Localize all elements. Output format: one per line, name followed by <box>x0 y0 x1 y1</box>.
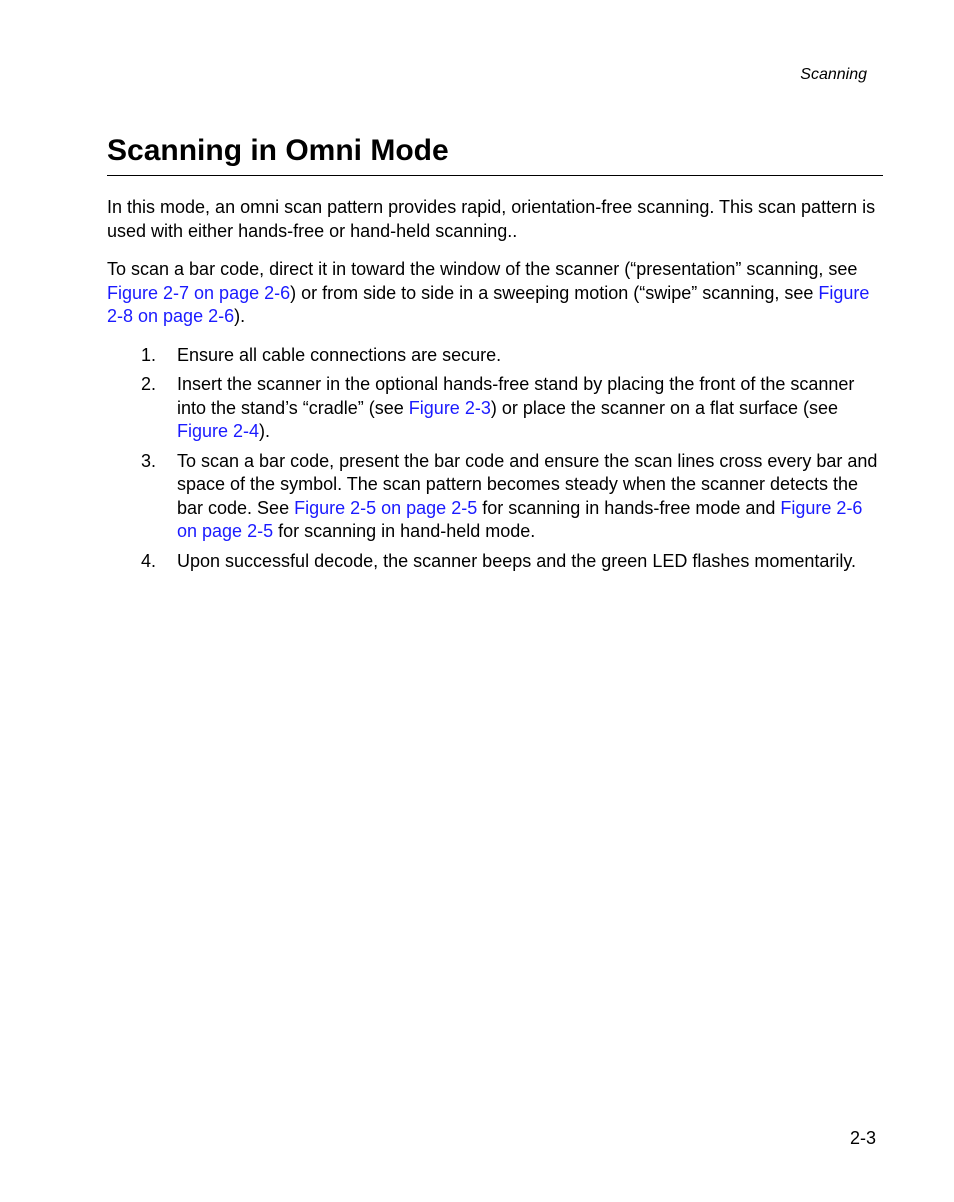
figure-2-5-link[interactable]: Figure 2-5 on page 2-5 <box>294 497 478 518</box>
figure-2-6-link[interactable]: Figure 2-6 on page 2-5 <box>177 497 863 541</box>
step-text: Upon successful decode, the scanner beeps and the green LED flashes momentarily. <box>177 550 857 571</box>
list-item <box>107 344 883 368</box>
step-text: for scanning in hands-free mode and <box>477 497 781 518</box>
list-item <box>107 450 883 544</box>
step-number: 4. <box>141 550 157 571</box>
step-text: ). <box>259 421 271 441</box>
paragraph-text: To scan a bar code, direct it in toward the window of the scanner (“presentation” scanning, see <box>107 259 858 279</box>
step-text: Insert the scanner in the optional hands-free stand by placing the front of the scanner into the stand’s “cradle” (see <box>177 374 855 418</box>
step-text: for scanning in hand-held mode. <box>273 521 536 541</box>
figure-2-4-link[interactable]: Figure 2-4 <box>177 421 260 441</box>
figure-2-8-link[interactable]: Figure 2-8 on page 2-6 <box>107 282 870 326</box>
main-content <box>107 196 883 579</box>
list-item <box>107 550 883 574</box>
running-header: Scanning <box>800 66 867 83</box>
step-number: 2. <box>141 374 157 394</box>
paragraph-text: ). <box>234 306 246 326</box>
list-item <box>107 373 883 444</box>
paragraph-text: ) or from side to side in a sweeping motion (“swipe” scanning, see <box>290 282 819 303</box>
page-title: Scanning in Omni Mode <box>107 134 449 167</box>
step-number: 3. <box>141 450 157 471</box>
intro-paragraph: In this mode, an omni scan pattern provides rapid, orientation-free scanning. This scan pattern is used with either hands-free or hand-held scanning.. <box>107 197 876 241</box>
step-text: Ensure all cable connections are secure. <box>177 344 502 365</box>
step-text: To scan a bar code, present the bar code and ensure the scan lines cross every bar and space of the symbol. The scan pattern becomes steady when the scanner detects the bar code. See <box>177 450 878 518</box>
page-number: 2-3 <box>849 1128 876 1148</box>
title-divider <box>107 175 883 176</box>
step-number: 1. <box>141 344 157 365</box>
steps-list <box>107 344 883 574</box>
figure-2-3-link[interactable]: Figure 2-3 <box>408 397 491 418</box>
step-text: ) or place the scanner on a flat surface (see <box>490 397 839 418</box>
figure-2-7-link[interactable]: Figure 2-7 on page 2-6 <box>107 282 291 303</box>
instruction-paragraph <box>107 258 883 329</box>
